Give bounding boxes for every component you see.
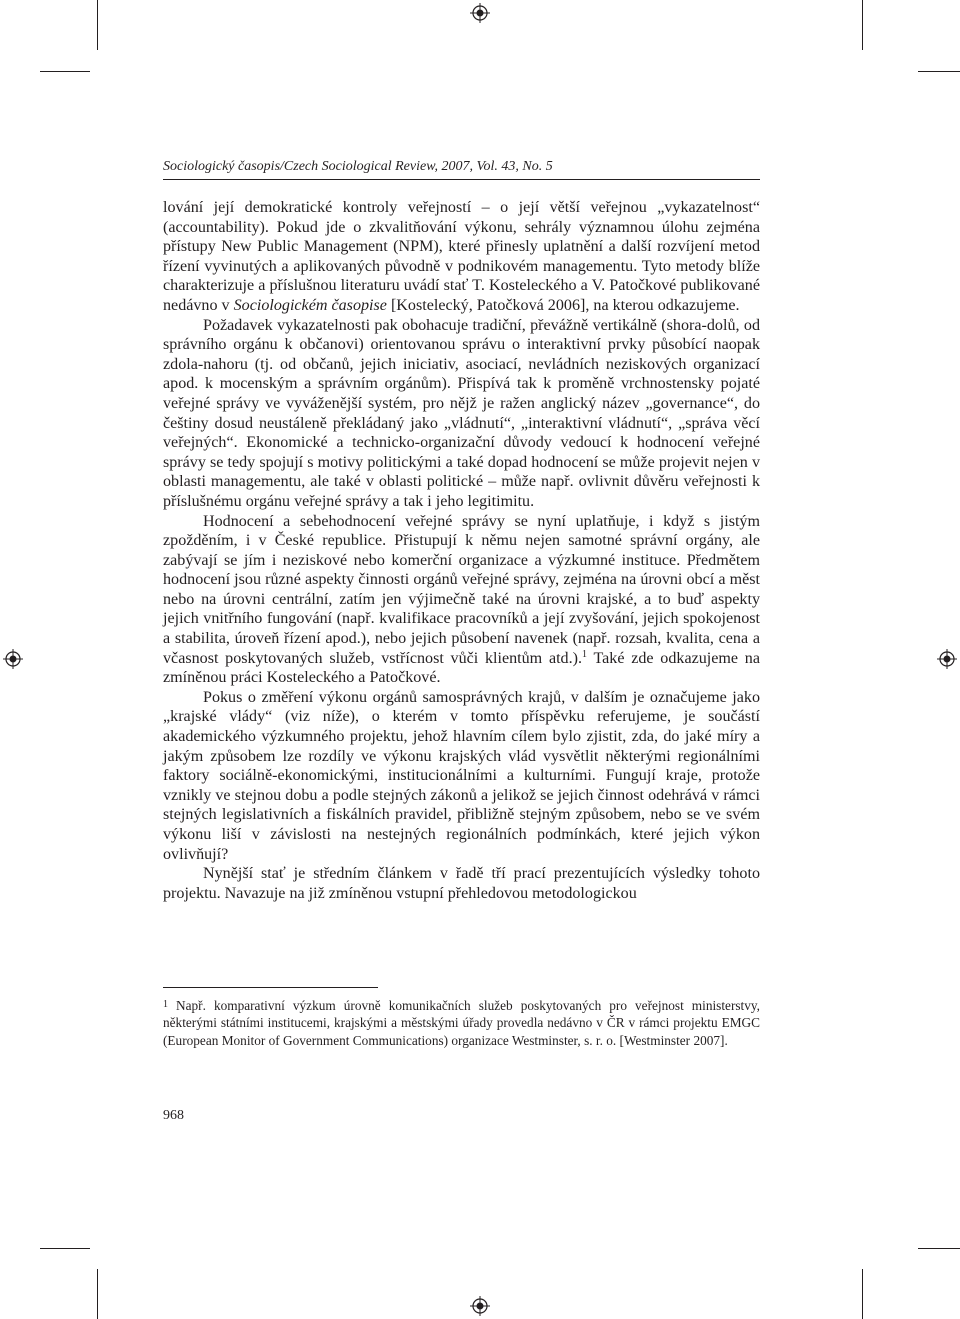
crop-mark [862,1269,863,1319]
footnote-divider [163,987,378,988]
crop-mark [918,1248,960,1249]
registration-mark-icon [3,649,23,669]
page-number: 968 [163,1108,184,1123]
footnote-text: Např. komparativní výzkum úrovně komunikačních služeb poskytovaných pro veřejnost ministerstvy, některými státními institucemi, krajskými a městskými úřady provedla nedávno v ČR v rámci projektu EMGC (European Monitor of Government Communications) organizace Westminster, s. r. o. [Westminster 2007]. [163,998,760,1048]
footnote [163,996,760,1049]
footnote-number: 1 [163,999,168,1010]
crop-mark [862,0,863,50]
crop-mark [97,1269,98,1319]
crop-mark [40,1248,90,1249]
paragraph: Požadavek vykazatelnosti pak obohacuje tradiční, převážně vertikálně (shora-dolů, od správního orgánu k občanovi) orientovanou správu o interaktivní prvky působící naopak zdola-nahoru (tj. od občanů, jejich iniciativ, asociací, nevládních neziskových organizací apod. k mocenským a správním orgánům). Přispívá tak k proměně vrchnostensky pojaté veřejné správy ve vyváženější systém, pro nějž je ražen anglický název „governance“, do češtiny dosud neustáleně překládaný jako „vládnutí“, „interaktivní vládnutí“, „správa věcí veřejných“. Ekonomické a technicko-organizační důvody vedoucí k hodnocení veřejné správy se tedy spojují s motivy politickými a také dopad hodnocení se může projevit nejen v oblasti managementu, ale také v oblasti politické – může např. ovlivnit důvěru veřejnosti k příslušnému orgánu veřejné správy a tak i jeho legitimitu. [163,316,760,510]
registration-mark-icon [470,3,490,23]
running-header: Sociologický časopis/Czech Sociological Review, 2007, Vol. 43, No. 5 [163,158,760,180]
crop-mark [40,71,90,72]
journal-title: Sociologickém časopise [233,296,387,314]
body-text [163,198,760,903]
paragraph: lování její demokratické kontroly veřejností – o její větší veřejnou „vykazatelnost“ (accountability). Pokud jde o zkvalitňování výkonu, sehrály významnou úlohu zejména přístupy New Public Management (NPM), které přinesly uplatnění a další rozvíjení metod řízení vyvinutých a aplikovaných původně v podnikovém managementu. Tyto metody blíže charakterizuje a příslušnou literaturu uvádí stať T. Kosteleckého a V. Patočkové publikované nedávno v Sociologickém časopise [Kostelecký, Patočková 2006], na kterou odkazujeme. [163,199,760,314]
crop-mark [918,71,960,72]
registration-mark-icon [470,1296,490,1316]
paragraph: Pokus o změření výkonu orgánů samosprávných krajů, v dalším je označujeme jako „krajské vlády“ (viz níže), o kterém v tomto příspěvku referujeme, je součástí akademického výzkumného projektu, jehož hlavním cílem bylo zjistit, zda, do jaké míry a jakým způsobem lze rozdíly ve výkonu krajských vlád vysvětlit některými regionálními faktory sociálně-ekonomickými, institucionálními a kulturními. Fungují kraje, protože vznikly ve stejnou dobu a podle stejných zákonů a jelikož se jejich činnost odehrává v rámci stejných legislativních a fiskálních pravidel, přibližně stejným způsobem, nebo se ve svém výkonu liší v závislosti na nestejných regionálních podmínkách, které jejich výkon ovlivňují? [163,688,760,863]
registration-mark-icon [937,649,957,669]
paragraph: Hodnocení a sebehodnocení veřejné správy se nyní uplatňuje, i když s jistým zpožděním, i v České republice. Přistupují k němu nejen samotné správní orgány, ale zabývají se jím i neziskové nebo komerční organizace a výzkumné instituce. Předmětem hodnocení jsou různé aspekty činnosti orgánů veřejné správy, zejména na úrovni obcí a měst nebo na úrovni centrální, zatím jen výjimečně také na úrovni krajské, a to buď aspekty jejich vnitřního fungování (např. kvalifikace pracovníků a její zvyšování, jejich spokojenost a stabilita, úroveň řízení apod.), nebo jejich působení navenek (např. rozsah, kvalita, cena a včasnost poskytovaných služeb, vstřícnost vůči klientům atd.).$^1$ Také zde odkazujeme na zmíněnou práci Kosteleckého a Patočkové. [163,512,760,687]
footnote-ref: 1 [582,648,588,660]
paragraph: Nynější stať je středním článkem v řadě tří prací prezentujících výsledky tohoto projektu. Navazuje na již zmíněnou vstupní přehledovou metodologickou [163,865,760,902]
crop-mark [97,0,98,50]
